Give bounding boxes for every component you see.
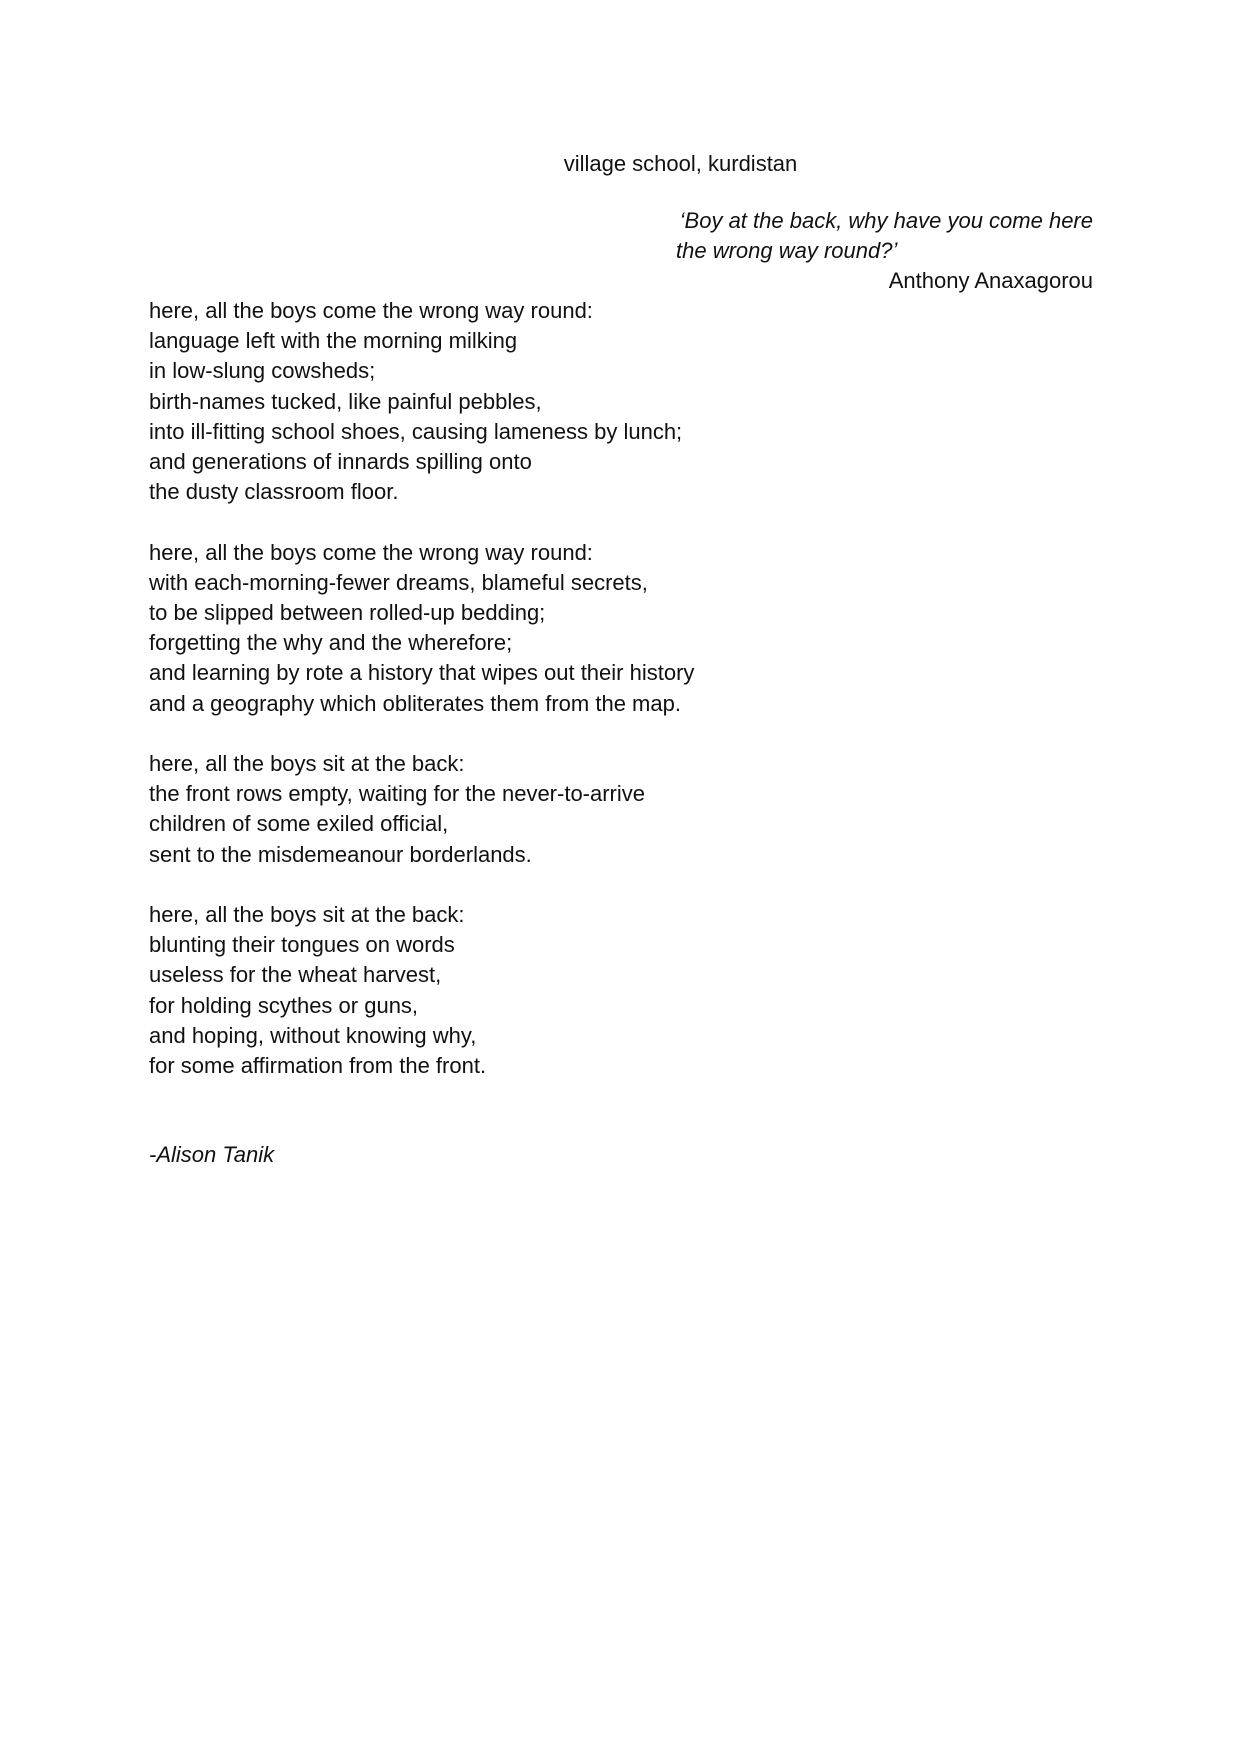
poem-line: here, all the boys come the wrong way round:: [149, 539, 593, 565]
poem-line: here, all the boys sit at the back:: [149, 751, 465, 777]
poem-line: with each-morning-fewer dreams, blameful secrets,: [149, 569, 648, 595]
poem-line: for holding scythes or guns,: [149, 992, 419, 1018]
poem-line: birth-names tucked, like painful pebbles,: [149, 388, 542, 414]
epigraph-author: Anthony Anaxagorou: [888, 268, 1093, 293]
poem-line: forgetting the why and the wherefore;: [149, 630, 513, 656]
epigraph-line-2: the wrong way round?’: [676, 238, 898, 263]
poem-line: sent to the misdemeanour borderlands.: [149, 841, 532, 867]
poem-line: the dusty classroom floor.: [149, 479, 399, 505]
poem-line: for some affirmation from the front.: [149, 1053, 487, 1079]
stanza-4: [149, 900, 1049, 1081]
stanza-3: [149, 749, 1049, 870]
poem-line: language left with the morning milking: [149, 328, 518, 354]
stanza-1: [149, 296, 1049, 507]
stanza-2: [149, 538, 1049, 719]
author-signature: -Alison Tanik: [149, 1142, 275, 1167]
poem-line: here, all the boys sit at the back:: [149, 902, 465, 928]
poem-line: and learning by rote a history that wipes out their history: [149, 660, 695, 686]
poem-line: to be slipped between rolled-up bedding;: [149, 600, 546, 626]
poem-line: useless for the wheat harvest,: [149, 962, 442, 988]
poem-body: [149, 296, 1049, 1111]
poem-line: here, all the boys come the wrong way round:: [149, 298, 593, 323]
poem-line: in low-slung cowsheds;: [149, 358, 376, 384]
poem-line: and hoping, without knowing why,: [149, 1022, 477, 1048]
poem-line: blunting their tongues on words: [149, 932, 455, 958]
poem-line: and generations of innards spilling onto: [149, 449, 532, 475]
epigraph-line-1: ‘Boy at the back, why have you come here: [679, 208, 1093, 233]
poem-line: into ill-fitting school shoes, causing lameness by lunch;: [149, 418, 683, 444]
poem-line: children of some exiled official,: [149, 811, 449, 837]
epigraph: [573, 206, 1093, 296]
poem-line: and a geography which obliterates them from the map.: [149, 690, 681, 716]
poem-line: the front rows empty, waiting for the never-to-arrive: [149, 781, 646, 807]
poem-title: village school, kurdistan: [563, 151, 798, 176]
